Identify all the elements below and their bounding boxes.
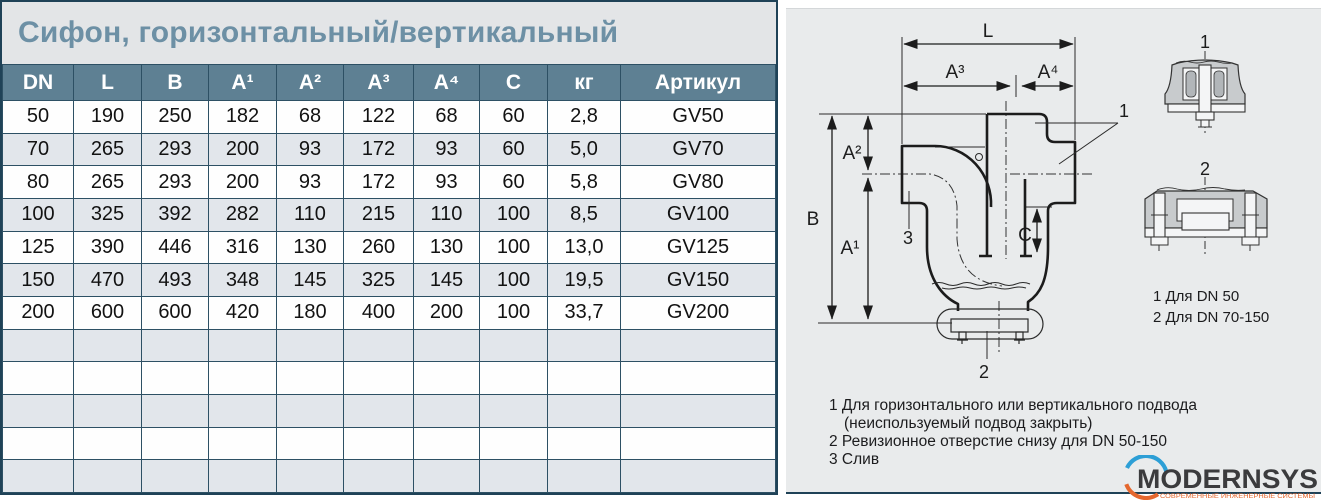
table-cell [548, 427, 621, 460]
table-cell [277, 329, 344, 362]
modernsys-logo [1120, 455, 1321, 500]
table-row-empty [3, 362, 776, 395]
callout-leaders [909, 123, 1118, 359]
technical-drawing-panel [786, 8, 1321, 494]
table-cell: 130 [414, 231, 480, 264]
table-cell [209, 329, 277, 362]
dim-A3: A³ [945, 62, 965, 83]
table-cell: 293 [142, 166, 209, 199]
callout-inlet: 1 [1118, 101, 1130, 121]
table-cell [3, 427, 74, 460]
table-cell [548, 329, 621, 362]
column-header-8: C [480, 65, 548, 101]
table-cell: 122 [344, 101, 414, 134]
column-header-5: A² [277, 65, 344, 101]
table-cell: 200 [414, 296, 480, 329]
table-cell [74, 460, 142, 493]
table-cell: 60 [480, 101, 548, 134]
table-cell: 68 [277, 101, 344, 134]
dim-A2: A² [842, 143, 862, 164]
spec-table-wrap [2, 64, 776, 493]
table-cell: 200 [209, 133, 277, 166]
table-row-empty [3, 460, 776, 493]
table-cell: 348 [209, 264, 277, 297]
siphon-diagram [786, 9, 1321, 495]
table-cell: 100 [480, 198, 548, 231]
table-cell: GV100 [621, 198, 776, 231]
table-cell: 110 [277, 198, 344, 231]
table-cell: 265 [74, 133, 142, 166]
table-cell: 100 [480, 231, 548, 264]
table-cell: 265 [74, 166, 142, 199]
table-cell [344, 460, 414, 493]
table-cell: 325 [344, 264, 414, 297]
table-cell: 145 [277, 264, 344, 297]
detail-view-dn70-150 [1145, 177, 1267, 255]
table-cell [480, 362, 548, 395]
column-header-3: B [142, 65, 209, 101]
table-cell [74, 362, 142, 395]
table-cell [414, 427, 480, 460]
column-header-9: кг [548, 65, 621, 101]
table-cell: 600 [74, 296, 142, 329]
table-cell [480, 460, 548, 493]
table-cell: 70 [3, 133, 74, 166]
table-cell: 33,7 [548, 296, 621, 329]
table-cell [414, 362, 480, 395]
table-row [3, 166, 776, 199]
detail-captions [1153, 288, 1269, 326]
table-cell: 190 [74, 101, 142, 134]
page-title-bar [2, 2, 776, 64]
center-lines [862, 101, 1094, 353]
table-cell [74, 394, 142, 427]
table-cell [142, 329, 209, 362]
table-cell: 130 [277, 231, 344, 264]
table-cell: 145 [414, 264, 480, 297]
vent-circle [976, 154, 983, 161]
dim-B: B [806, 209, 820, 230]
table-cell [142, 460, 209, 493]
table-cell [209, 362, 277, 395]
table-cell: 80 [3, 166, 74, 199]
table-cell: 13,0 [548, 231, 621, 264]
table-cell: GV70 [621, 133, 776, 166]
table-row-empty [3, 394, 776, 427]
table-cell [414, 460, 480, 493]
logo-wordmark: MODERNSYS [1137, 464, 1318, 494]
table-cell: 100 [3, 198, 74, 231]
detail-2-label: 2 [1199, 159, 1211, 179]
table-cell: 110 [414, 198, 480, 231]
column-header-2: L [74, 65, 142, 101]
table-cell [548, 394, 621, 427]
revision-flange [937, 309, 1043, 344]
table-cell: GV200 [621, 296, 776, 329]
table-cell [480, 329, 548, 362]
table-cell [209, 460, 277, 493]
table-cell [621, 362, 776, 395]
table-cell: 200 [3, 296, 74, 329]
table-cell [548, 362, 621, 395]
logo-tagline: СОВРЕМЕННЫЕ ИНЖЕНЕРНЫЕ СИСТЕМЫ [1160, 493, 1316, 500]
table-cell [480, 427, 548, 460]
table-row [3, 198, 776, 231]
table-cell [142, 362, 209, 395]
table-cell: 316 [209, 231, 277, 264]
table-row [3, 101, 776, 134]
table-cell: 470 [74, 264, 142, 297]
table-cell [480, 394, 548, 427]
table-cell: 180 [277, 296, 344, 329]
table-cell: 250 [142, 101, 209, 134]
table-cell: 493 [142, 264, 209, 297]
table-cell [548, 460, 621, 493]
table-cell: 50 [3, 101, 74, 134]
column-header-1: DN [3, 65, 74, 101]
table-cell: 260 [344, 231, 414, 264]
note-3: 3 Слив [829, 451, 880, 468]
table-cell [142, 394, 209, 427]
table-cell: 60 [480, 166, 548, 199]
table-cell [344, 427, 414, 460]
column-header-6: A³ [344, 65, 414, 101]
note-1-cont: (неиспользуемый подвод закрыть) [844, 415, 1093, 432]
table-cell: 93 [414, 133, 480, 166]
table-cell: 200 [209, 166, 277, 199]
table-cell: 172 [344, 133, 414, 166]
table-cell [142, 427, 209, 460]
table-cell [621, 427, 776, 460]
table-row [3, 231, 776, 264]
table-cell: 93 [414, 166, 480, 199]
table-cell [3, 329, 74, 362]
column-header-4: A¹ [209, 65, 277, 101]
table-cell: 5,8 [548, 166, 621, 199]
detail-caption-dn70: 2 Для DN 70-150 [1153, 309, 1270, 326]
table-cell [414, 394, 480, 427]
table-cell: 446 [142, 231, 209, 264]
table-cell: 150 [3, 264, 74, 297]
table-cell [277, 362, 344, 395]
table-cell [209, 427, 277, 460]
table-cell: 100 [480, 264, 548, 297]
table-row [3, 264, 776, 297]
table-cell [74, 329, 142, 362]
table-cell [277, 427, 344, 460]
table-cell: 5,0 [548, 133, 621, 166]
table-row-empty [3, 329, 776, 362]
table-cell [621, 329, 776, 362]
note-2: 2 Ревизионное отверстие снизу для DN 50-150 [829, 433, 1167, 450]
table-cell: 600 [142, 296, 209, 329]
table-cell: 325 [74, 198, 142, 231]
table-cell: 93 [277, 133, 344, 166]
table-cell [277, 460, 344, 493]
page-title: Сифон, горизонтальный/вертикальный [18, 16, 619, 49]
table-cell: 400 [344, 296, 414, 329]
table-cell: 420 [209, 296, 277, 329]
spec-table [2, 64, 776, 493]
water-line [932, 283, 1030, 290]
table-cell [3, 362, 74, 395]
dimension-lines [832, 44, 1073, 319]
table-cell: GV80 [621, 166, 776, 199]
table-cell [3, 460, 74, 493]
table-cell: GV125 [621, 231, 776, 264]
siphon-body-outline [902, 114, 1075, 311]
column-header-7: A⁴ [414, 65, 480, 101]
table-cell: 392 [142, 198, 209, 231]
table-cell [621, 460, 776, 493]
table-cell: 293 [142, 133, 209, 166]
table-cell [3, 394, 74, 427]
table-cell [344, 362, 414, 395]
callout-drain: 3 [902, 228, 914, 248]
table-cell: 19,5 [548, 264, 621, 297]
table-cell: 8,5 [548, 198, 621, 231]
table-row-empty [3, 427, 776, 460]
table-cell: 100 [480, 296, 548, 329]
table-cell: 172 [344, 166, 414, 199]
spec-table-body [3, 101, 776, 493]
detail-view-dn50 [1165, 51, 1245, 133]
detail-1-label: 1 [1199, 32, 1211, 52]
table-cell [277, 394, 344, 427]
table-cell: 125 [3, 231, 74, 264]
table-cell [74, 427, 142, 460]
table-cell: 282 [209, 198, 277, 231]
table-cell: 93 [277, 166, 344, 199]
table-cell: 60 [480, 133, 548, 166]
table-cell [621, 394, 776, 427]
table-cell: GV50 [621, 101, 776, 134]
table-cell [209, 394, 277, 427]
note-1: 1 Для горизонтального или вертикального подвода [829, 397, 1197, 414]
table-cell: 182 [209, 101, 277, 134]
dim-C: C [1018, 225, 1032, 246]
spec-table-head [3, 65, 776, 101]
dim-L: L [982, 21, 994, 42]
table-cell [344, 329, 414, 362]
table-cell [414, 329, 480, 362]
column-header-10: Артикул [621, 65, 776, 101]
dim-A4: A⁴ [1037, 62, 1059, 83]
table-row [3, 296, 776, 329]
dimension-labels [807, 21, 1059, 259]
table-cell [344, 394, 414, 427]
dim-A1: A¹ [840, 238, 860, 259]
table-cell: 215 [344, 198, 414, 231]
table-cell: 68 [414, 101, 480, 134]
table-cell: 2,8 [548, 101, 621, 134]
table-row [3, 133, 776, 166]
callout-revision: 2 [978, 362, 990, 382]
table-cell: GV150 [621, 264, 776, 297]
table-cell: 390 [74, 231, 142, 264]
detail-caption-dn50: 1 Для DN 50 [1153, 288, 1240, 305]
